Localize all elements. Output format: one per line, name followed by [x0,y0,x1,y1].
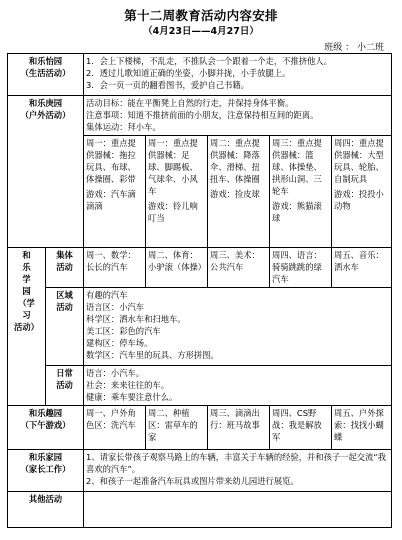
row-collective-activity [8,248,392,288]
outdoor-day-cell: 周一：重点提供器械：足球、脚踢板、气球伞、小风车 游戏：铃儿响叮当 [146,136,208,248]
family-work-content [84,450,392,492]
outdoor-goals [84,96,392,136]
outdoor-goal-line: 活动目标：能在平衡凳上自然的行走，并保持身体平衡。 [86,98,294,108]
area-activity-content [84,288,392,366]
family-item: 1、请家长带孩子观察马路上的车辆，丰富关于车辆的经验，并和孩子一起交流“我喜欢的汽车”。 [86,452,386,474]
daily-line: 健康：乘车要注意什么。 [86,392,178,402]
collective-day-cell: 周五、音乐：洒水车 [332,248,392,288]
outdoor-goal-line: 注意事项：知道不推挤前面的小朋友，注意保持相互间的距离。 [86,110,319,120]
row-life-activity [8,54,392,96]
area-line: 语言区：小汽车 [86,302,145,312]
afternoon-games-label: 和乐趣园 （下午游戏） [8,406,84,450]
weekly-plan-table [7,53,392,528]
game-day-cell: 周二、种植区：雷草车的家 [146,406,208,450]
life-activity-label: 和乐怡园 （生活活动） [8,54,84,96]
outdoor-day-cell: 周四：重点提供器械：大型玩具、轮胎、自制玩具 游戏：投投小动物 [332,136,392,248]
area-activity-label: 区域 活动 [46,288,84,366]
collective-day-cell: 周一、数学：长长的汽车 [84,248,146,288]
outdoor-activity-label: 和乐庚园 （户外活动） [8,96,84,248]
row-daily-activity [8,366,392,406]
row-other-activity [8,492,392,528]
life-item: 2．透过儿歌知道正确的坐姿，小脚并拢，小手放腿上。 [86,68,291,78]
outdoor-goal-line: 集体运动：拜小车。 [86,122,161,132]
family-item: 2、和孩子一起准备汽车玩具或图片带来幼儿园进行展览。 [86,476,299,486]
collective-day-cell: 周二、体育：小驴滚（体操） [146,248,208,288]
area-line: 有趣的汽车 [86,290,128,300]
other-activity-label: 其他活动 [8,492,84,528]
life-activity-content [84,54,392,96]
row-family-work [8,450,392,492]
game-day-cell: 周一、户外角色区：洗汽车 [84,406,146,450]
outdoor-day-cell: 周二：重点提供器械：降落伞、滑梯、扭扭车、体操圈 游戏：捡皮球 [208,136,270,248]
daily-activity-label: 日常 活动 [46,366,84,406]
other-activity-content [84,492,392,528]
game-day-cell: 周三、滴滴出行：班马故事 [208,406,270,450]
life-item: 3．会一页一页的翻看图书，爱护自己书籍。 [86,80,249,90]
daily-activity-content [84,366,392,406]
area-line: 美工区：彩色的汽车 [86,326,161,336]
page-title: 第十二周教育活动内容安排 [124,8,278,23]
outdoor-day-cell: 周三：重点提供器械：篮球、体操垫、拱形山洞、三轮车 游戏：熊猫滚球 [270,136,332,248]
game-day-cell: 周五、户外探索：找找小蝴蝶 [332,406,392,450]
study-activity-label: 和 乐 学 园 （学 习 活动） [8,248,46,406]
game-day-cell: 周四、CS野战：我是解放军 [270,406,332,450]
daily-line: 社会：来来往往的车。 [86,380,169,390]
area-line: 建构区：停车场。 [86,338,153,348]
date-range: （4月23日——4月27日） [143,26,259,37]
collective-day-cell: 周三、美术：公共汽车 [208,248,270,288]
collective-day-cell: 周四、语言：骑骑跳跳的绿汽车 [270,248,332,288]
row-area-activity [8,288,392,366]
collective-activity-label: 集体 活动 [46,248,84,288]
outdoor-day-cell: 周一：重点提供器械：拖拉玩具、布球、体操圈、彩带 游戏：汽车滴滴滴 [84,136,146,248]
row-outdoor-goals [8,96,392,136]
life-item: 1．会上下楼梯，不乱走，不推队会一个跟着一个走，不推挤他人。 [86,56,332,66]
area-line: 数学区：汽车里的玩具、方形拼图。 [86,350,219,360]
row-afternoon-games [8,406,392,450]
class-info: 班级 ： 小二班 [324,43,384,53]
area-line: 科学区：洒水车和扫地车。 [86,314,186,324]
family-work-label: 和乐家园 （家长工作） [8,450,84,492]
daily-line: 语言：小汽车。 [86,368,145,378]
